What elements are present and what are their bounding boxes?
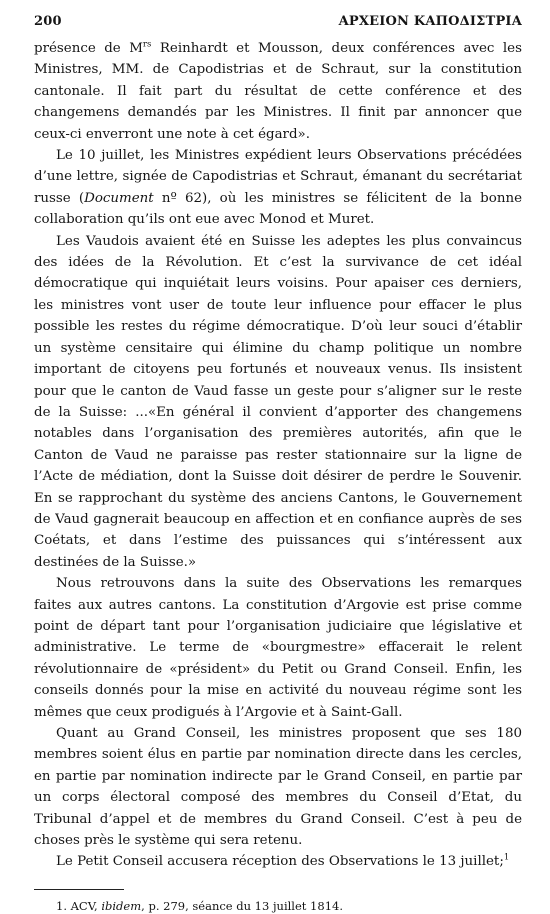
body-text [34,38,522,873]
paragraph-2-text-a: Le 10 juillet, les Ministres expédient leurs Observations précédées d’une lettre, signée de Capodistrias et Schraut, émanant du secrétariat russe ( [34,148,522,206]
paragraph-1-text-b: Reinhardt et Mousson, deux conférences avec les Ministres, MM. de Capodistrias et de Schraut, sur la constitution cantonale. Il fait part du résultat de cette conférence et des changemens demandés par les Ministres. Il finit par annoncer que ceux-ci enverront une note à cet égard». [34,41,522,142]
document-reference-italic: Document [84,190,154,206]
paragraph-1-text-a: présence de M [34,41,143,56]
paragraph-2 [34,145,522,231]
footnote-italic: ibidem [101,898,142,913]
page-header [34,14,522,29]
paragraph-5: Quant au Grand Conseil, les ministres proposent que ses 180 membres soient élus en partie par nomination directe dans les cercles, en partie par nomination indirecte par le Grand Conseil, en partie par un corps électoral composé des membres du Conseil d’Etat, du Tribunal d’appel et de membres du Grand Conseil. C’est à peu de choses près le système qui sera retenu. [34,726,522,849]
paragraph-2-text-b: nº 62), où les ministres se félicitent de la bonne collaboration qu’ils ont eue avec Monod et Muret. [34,190,522,228]
superscript-mrs: rs [142,39,152,50]
footnote-text-a: 1. ACV, [56,898,102,913]
footnote-text-b: , p. 279, séance du 13 juillet 1814. [141,898,343,913]
paragraph-6-text: Le Petit Conseil accusera réception des Observations le 13 juillet; [56,854,504,870]
footnote-marker: 1 [503,852,510,863]
paragraph-4: Nous retrouvons dans la suite des Observations les remarques faites aux autres cantons. La constitution d’Argovie est prise comme point de départ tant pour l’organisation judiciaire que législative et administrative. Le terme de «bourgmestre» effacerait le relent révolutionnaire de «président» du Petit ou Grand Conseil. Enfin, les conseils donnés pour la mise en activité du nouveau régime sont les mêmes que ceux prodigués à l’Argovie et à Saint-Gall. [34,576,522,720]
paragraph-3: Les Vaudois avaient été en Suisse les adeptes les plus convaincus des idées de la Révolution. Et c’est la survivance de cet idéal démocratique qui inquiétait leurs voisins. Pour apaiser ces derniers, les ministres vont user de toute leur influence pour effacer le plus possible les restes du régime démocratique. D’où leur souci d’établir un système censitaire qui élimine du champ politique un nombre important de citoyens peu fortunés et nouveaux venus. Ils insistent pour que le canton de Vaud fasse un geste pour s’aligner sur le reste de la Suisse: ...«En général il convient d’apporter des changemens notables dans l’organisation des premières autorités, afin que le Canton de Vaud ne paraisse pas rester stationnaire sur la ligne de l’Acte de médiation, dont la Suisse doit désirer de perdre le Souvenir. En se rapprochant du système des anciens Cantons, le Gouvernement de Vaud gagnerait beaucoup en affection et en confiance auprès de ses Coétats, et dans l’estime des puissances qui s’intéressent aux destinées de la Suisse.» [34,233,522,570]
running-title: ΑΡΧΕΙΟΝ ΚΑΠΟΔΙΣΤΡΙΑ [338,14,522,29]
paragraph-6 [34,851,522,872]
paragraph-1 [34,38,522,145]
footnote-divider [34,889,124,890]
page-number: 200 [34,14,62,29]
footnote [56,898,522,914]
